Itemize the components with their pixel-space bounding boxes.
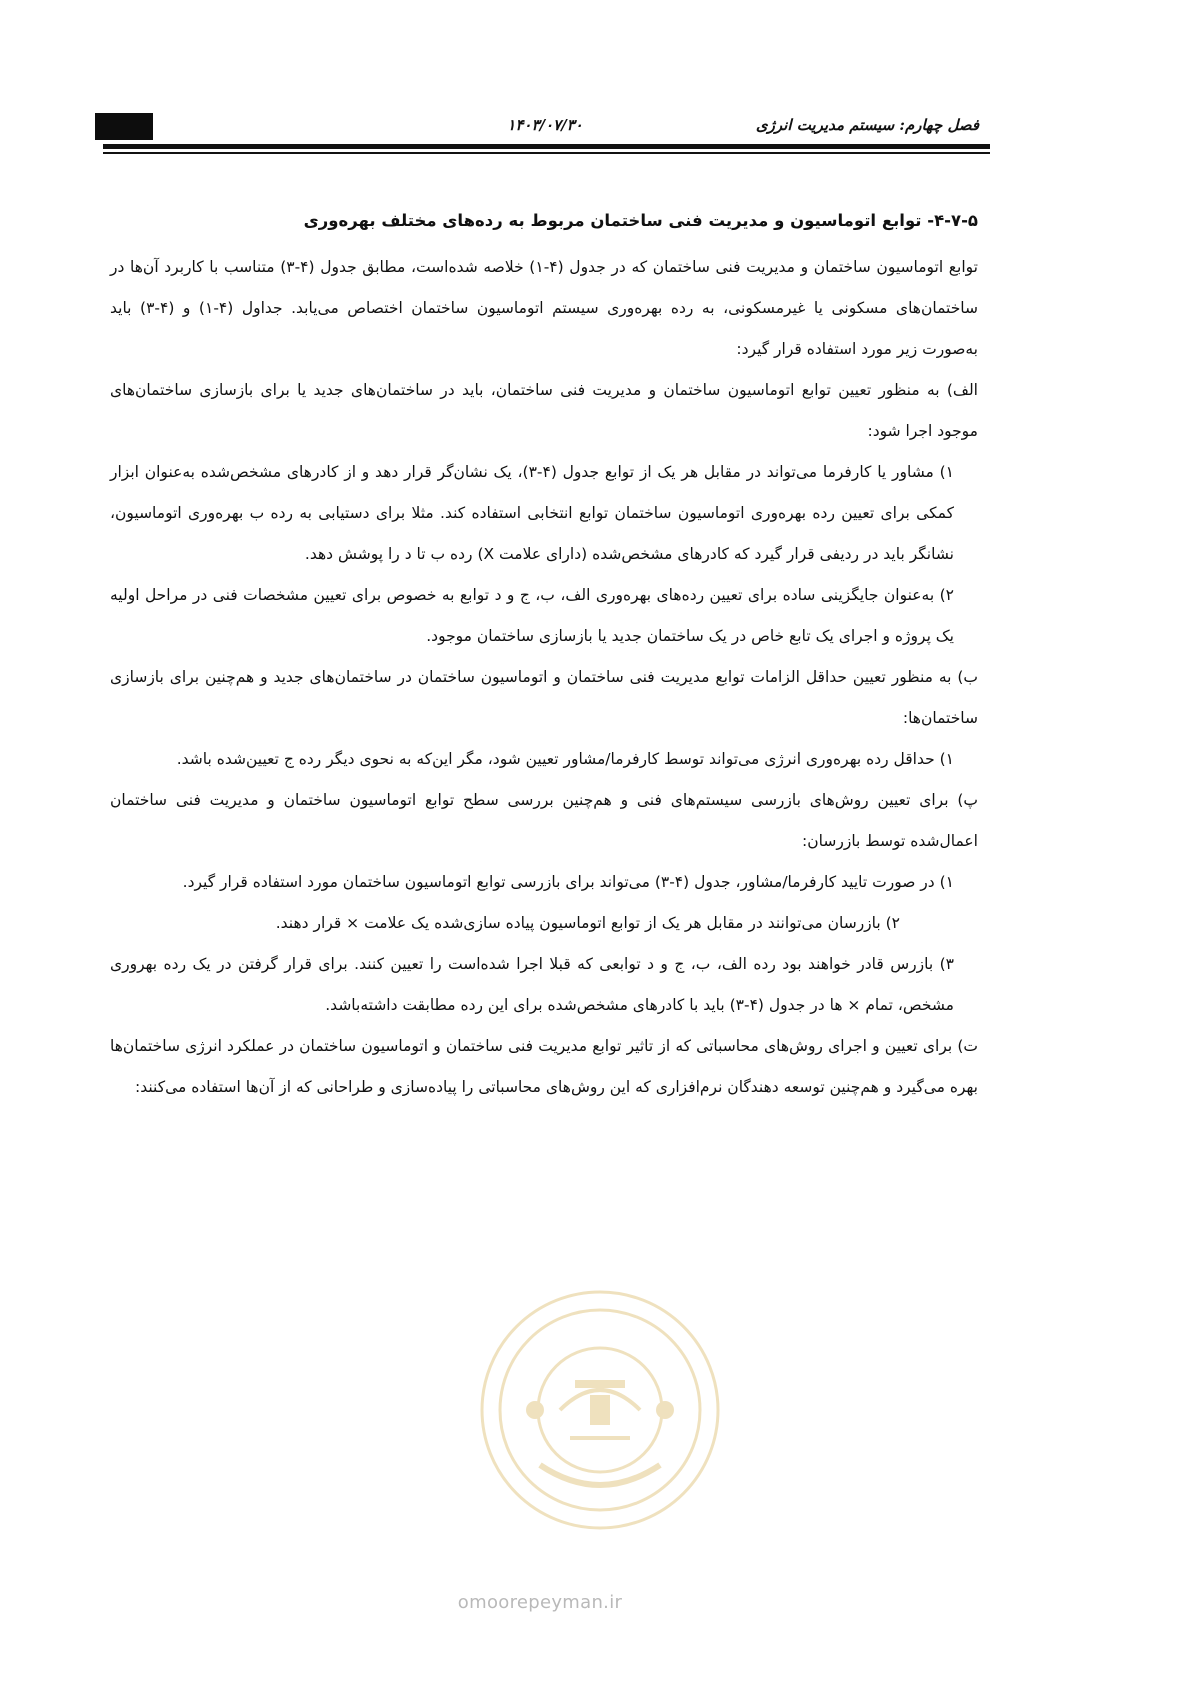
item-alef: الف) به منظور تعیین توابع اتوماسیون ساختمان و مدیریت فنی ساختمان، باید در ساختمان‌های جدید یا برای بازسازی ساختمان‌های موجود اجرا شود: bbox=[110, 381, 978, 440]
item-pe: پ) برای تعیین روش‌های بازرسی سیستم‌های فنی و هم‌چنین بررسی سطح توابع اتوماسیون ساختمان و مدیریت فنی ساختمان اعمال‌شده توسط بازرسان: bbox=[110, 791, 978, 850]
intro-paragraph: توابع اتوماسیون ساختمان و مدیریت فنی ساختمان که در جدول (۴-۱) خلاصه شده‌است، مطابق جدول (۴-۳) متناسب با کاربرد آن‌ها در ساختمان‌های مسکونی یا غیرمسکونی، به رده بهره‌وری سیستم اتوماسیون ساختمان اختصاص می‌یابد. جداول (۴-۱) و (۴-۳) باید به‌صورت زیر مورد استفاده قرار گیرد: bbox=[110, 258, 978, 358]
header-date: ۱۴۰۳/۰۷/۳۰ bbox=[507, 116, 583, 134]
item-te: ت) برای تعیین و اجرای روش‌های محاسباتی که از تاثیر توابع مدیریت فنی ساختمان و اتوماسیون ساختمان در عملکرد انرژی ساختمان‌ها بهره می‌گیرد و هم‌چنین توسعه دهندگان نرم‌افزاری که این روش‌های محاسباتی را پیاده‌سازی و طراحانی که از آن‌ها استفاده می‌کنند: bbox=[110, 1037, 978, 1096]
seal-logo-icon bbox=[440, 1260, 760, 1560]
item-be-1: ۱) حداقل رده بهره‌وری انرژی می‌تواند توسط کارفرما/مشاور تعیین شود، مگر این‌که به نحوی دیگر رده ج تعیین‌شده باشد. bbox=[176, 750, 954, 768]
watermark-url: omoorepeyman.ir bbox=[457, 1592, 623, 1613]
item-pe-2: ۲) بازرسان می‌توانند در مقابل هر یک از توابع اتوماسیون پیاده سازی‌شده یک علامت × قرار دهند. bbox=[275, 914, 900, 932]
page-number-box bbox=[95, 113, 153, 140]
header-chapter-title: فصل چهارم: سیستم مدیریت انرژی bbox=[755, 116, 979, 134]
header-rule-thick bbox=[103, 144, 990, 149]
item-pe-1: ۱) در صورت تایید کارفرما/مشاور، جدول (۴-۳) می‌تواند برای بازرسی توابع اتوماسیون ساختمان مورد استفاده قرار گیرد. bbox=[182, 873, 954, 891]
item-pe-3: ۳) بازرس قادر خواهند بود رده الف، ب، ج و د توابعی که قبلا اجرا شده‌است را تعیین کنند. برای قرار گرفتن در یک رده بهروری مشخص، تمام × ها در جدول (۴-۳) باید با کادرهای مشخص‌شده برای این رده مطابقت داشته‌باشد. bbox=[110, 955, 954, 1014]
section-body bbox=[110, 200, 978, 1108]
item-alef-2: ۲) به‌عنوان جایگزینی ساده برای تعیین رده‌های بهره‌وری الف، ب، ج و د توابع به خصوص برای تعیین مشخصات فنی در مراحل اولیه یک پروژه و اجرای یک تابع خاص در یک ساختمان جدید یا بازسازی ساختمان موجود. bbox=[110, 586, 954, 645]
item-alef-1: ۱) مشاور یا کارفرما می‌تواند در مقابل هر یک از توابع جدول (۴-۳)، یک نشان‌گر قرار دهد و از کادرهای مشخص‌شده به‌عنوان ابزار کمکی برای تعیین رده بهره‌وری اتوماسیون ساختمان توابع انتخابی استفاده کند. مثلا برای دستیابی به رده ب بهره‌وری اتوماسیون، نشانگر باید در ردیفی قرار گیرد که کادرهای مشخص‌شده (دارای علامت X) رده ب تا د را پوشش دهد. bbox=[110, 463, 954, 563]
item-be: ب) به منظور تعیین حداقل الزامات توابع مدیریت فنی ساختمان و اتوماسیون ساختمان در ساختمان‌های جدید و هم‌چنین برای بازسازی ساختمان‌ها: bbox=[110, 668, 978, 727]
header-rule-thin bbox=[103, 152, 990, 154]
section-heading: ۴-۷-۵- توابع اتوماسیون و مدیریت فنی ساختمان مربوط به رده‌های مختلف بهره‌وری bbox=[303, 211, 978, 230]
